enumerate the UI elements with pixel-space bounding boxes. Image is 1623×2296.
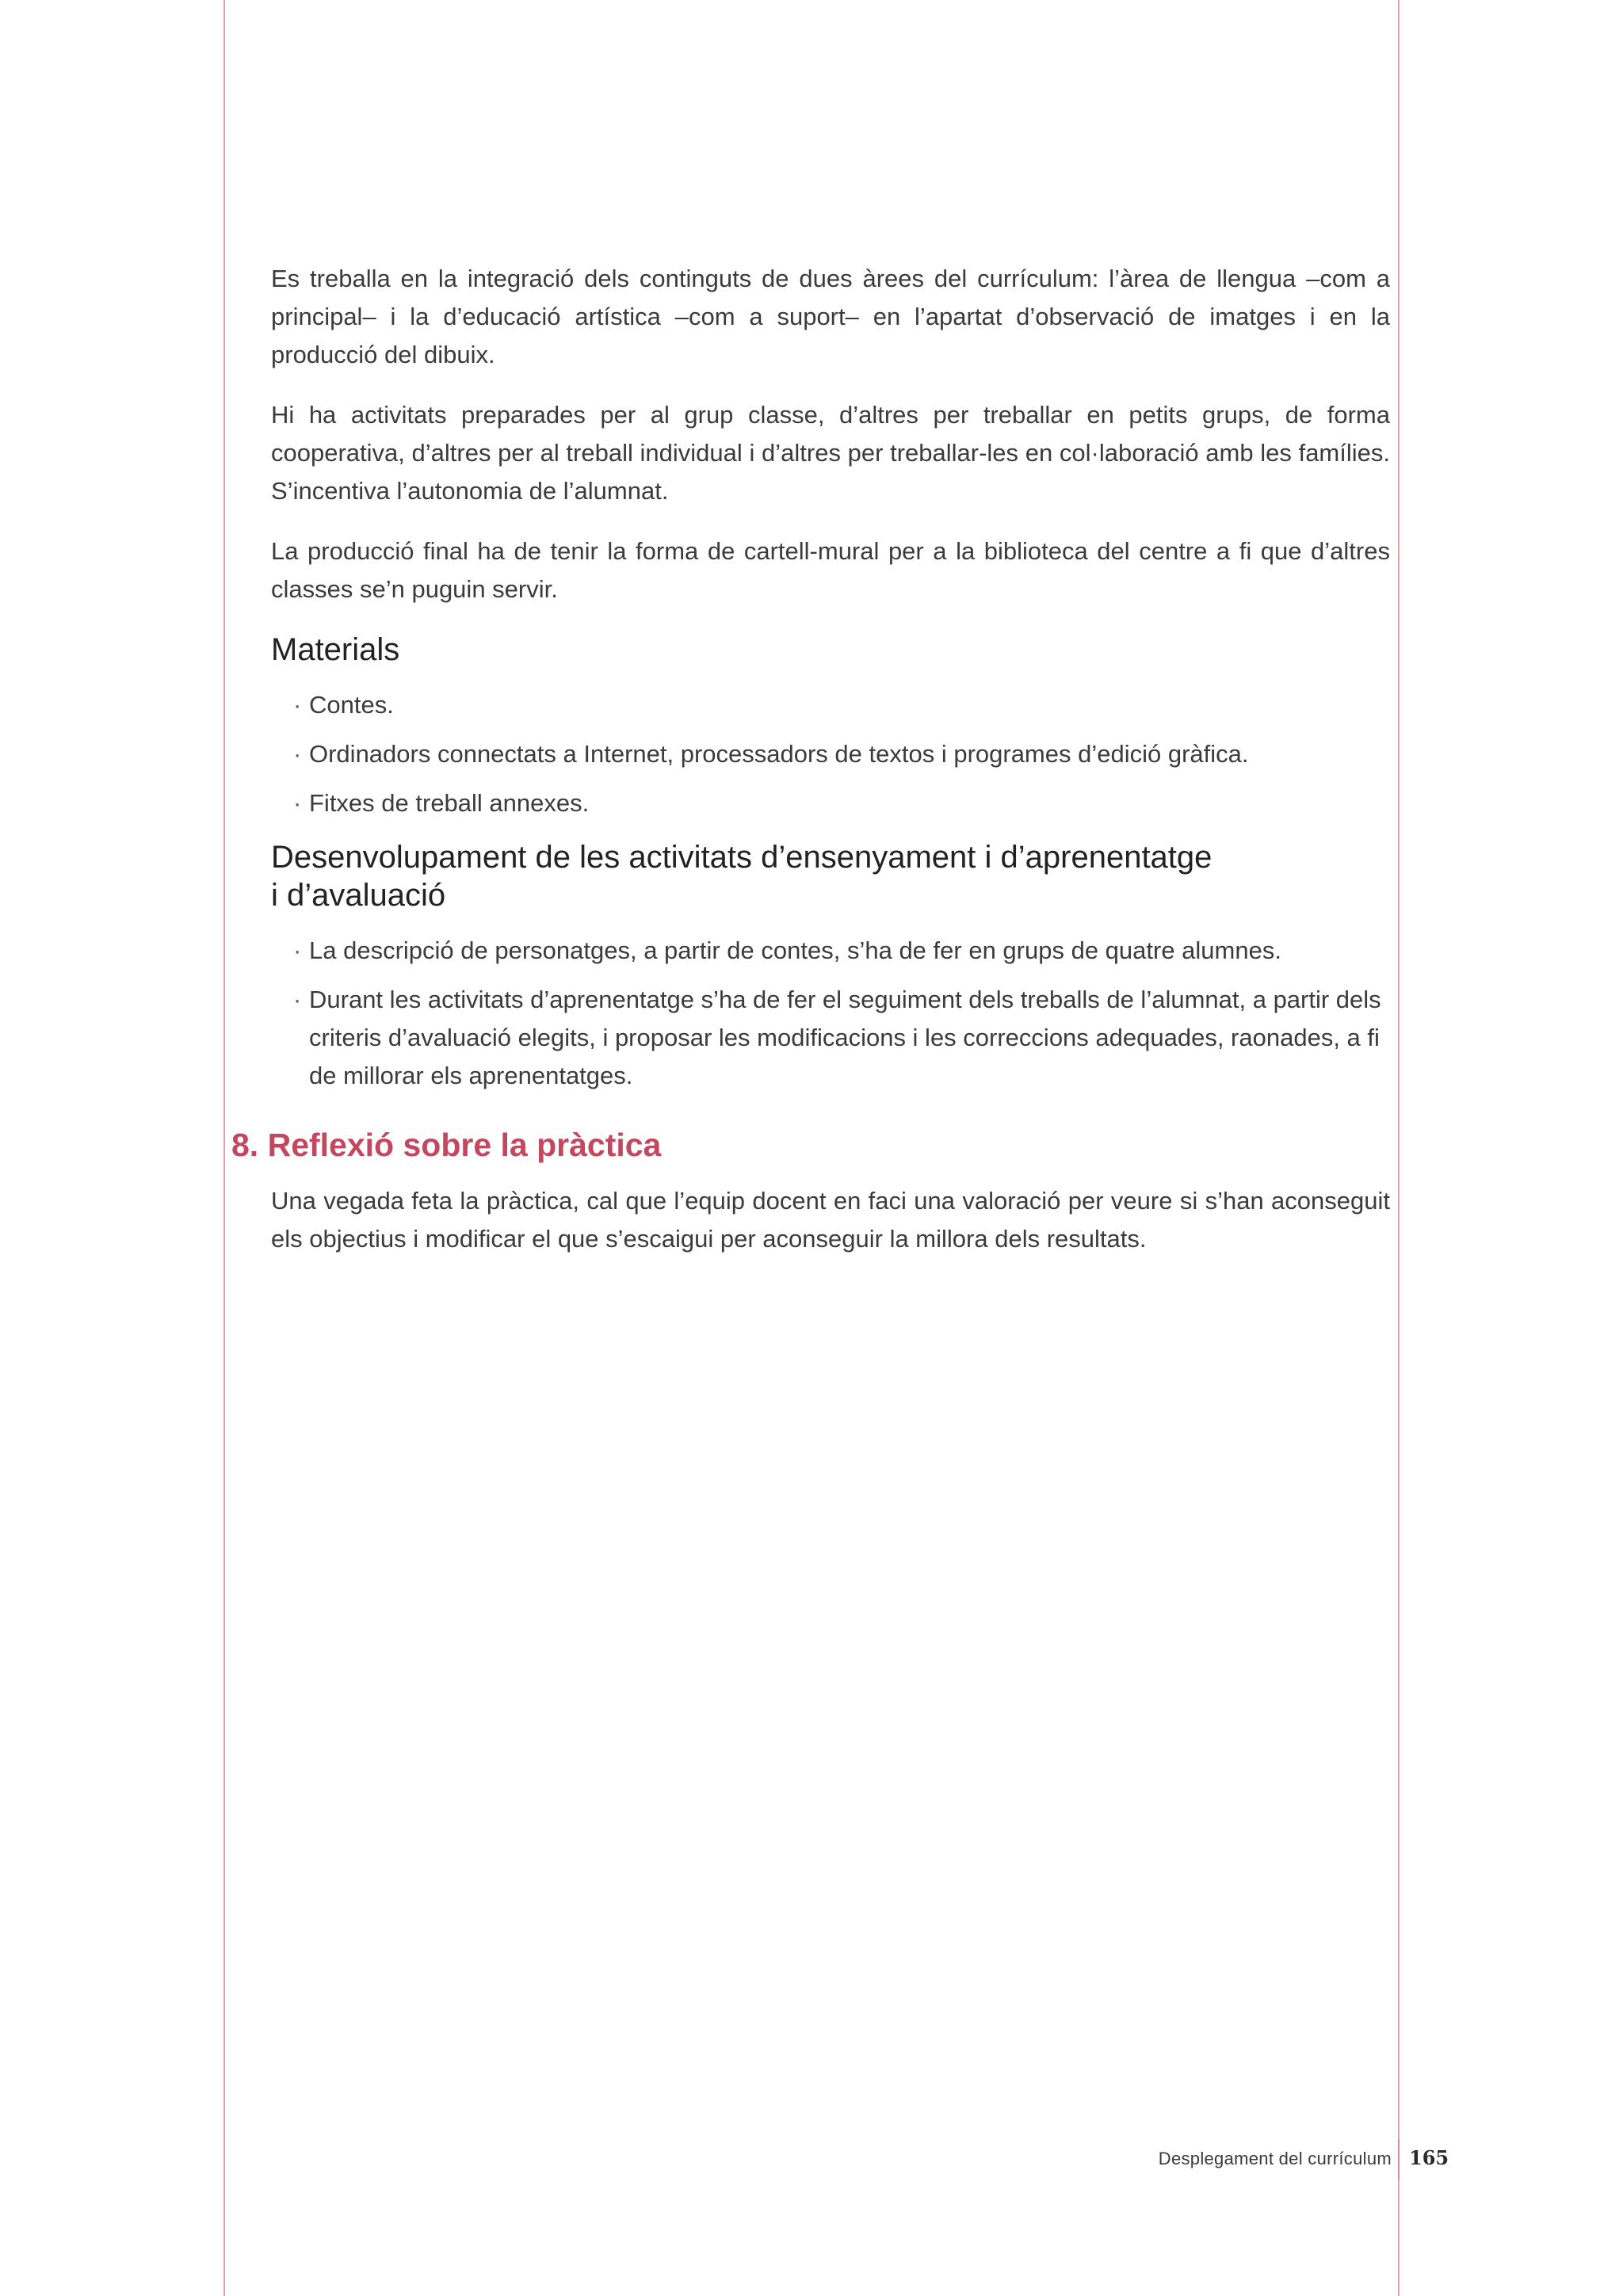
bullet-icon: · xyxy=(293,936,302,964)
desenvolupament-list xyxy=(271,932,1390,1095)
list-item-text: Durant les activitats d’aprenentatge s’ha de fer el seguiment dels treballs de l’alumnat, a partir dels criteris d’avaluació elegits, i proposar les modificacions i les correccions adequades, raonades, a fi de millorar els aprenentatges. xyxy=(309,986,1381,1089)
page-content xyxy=(231,260,1390,1280)
footer-separator xyxy=(1398,2139,1400,2180)
margin-rule-right xyxy=(1398,0,1400,2296)
heading-line: i d’avaluació xyxy=(271,878,446,913)
paragraph-final-production: La producció final ha de tenir la forma de cartell-mural per a la biblioteca del centre a fi que d’altres classes se’n puguin servir. xyxy=(271,537,1390,603)
list-item-text: Contes. xyxy=(309,691,394,719)
list-item xyxy=(271,784,1390,822)
paragraph-reflection: Una vegada feta la pràctica, cal que l’equip docent en faci una valoració per veure si s’han aconseguit els objectius i modificar el que s’escaigui per aconseguir la millora dels resultats. xyxy=(271,1187,1390,1253)
heading-line: Desenvolupament de les activitats d’ensenyament i d’aprenentatge xyxy=(271,840,1212,875)
list-item xyxy=(271,735,1390,773)
materials-list xyxy=(271,686,1390,822)
list-item xyxy=(271,932,1390,970)
bullet-icon: · xyxy=(293,789,302,817)
bullet-icon: · xyxy=(293,986,302,1013)
footer-label: Desplegament del currículum xyxy=(1158,2149,1392,2168)
materials-heading: Materials xyxy=(271,632,400,667)
margin-rule-left xyxy=(223,0,225,2296)
list-item xyxy=(271,686,1390,724)
bullet-icon: · xyxy=(293,740,302,768)
page-number: 165 xyxy=(1409,2146,1449,2169)
desenvolupament-heading xyxy=(271,838,1390,914)
list-item-text: Ordinadors connectats a Internet, processadors de textos i programes d’edició gràfica. xyxy=(309,740,1249,768)
paragraph-integration: Es treballa en la integració dels continguts de dues àrees del currículum: l’àrea de llengua –com a principal– i la d’educació artística –com a suport– en l’apartat d’observació de imatges i en la producció del dibuix. xyxy=(271,265,1390,368)
list-item-text: La descripció de personatges, a partir de contes, s’ha de fer en grups de quatre alumnes. xyxy=(309,936,1281,964)
page-footer xyxy=(1046,2139,1553,2180)
section-8-title: 8. Reflexió sobre la pràctica xyxy=(231,1127,662,1163)
bullet-icon: · xyxy=(293,691,302,719)
paragraph-activities: Hi ha activitats preparades per al grup classe, d’altres per treballar en petits grups, de forma cooperativa, d’altres per al treball individual i d’altres per treballar-les en col·laboració amb les famílies. S’incentiva l’autonomia de l’alumnat. xyxy=(271,401,1390,505)
list-item xyxy=(271,981,1390,1095)
list-item-text: Fitxes de treball annexes. xyxy=(309,789,590,817)
